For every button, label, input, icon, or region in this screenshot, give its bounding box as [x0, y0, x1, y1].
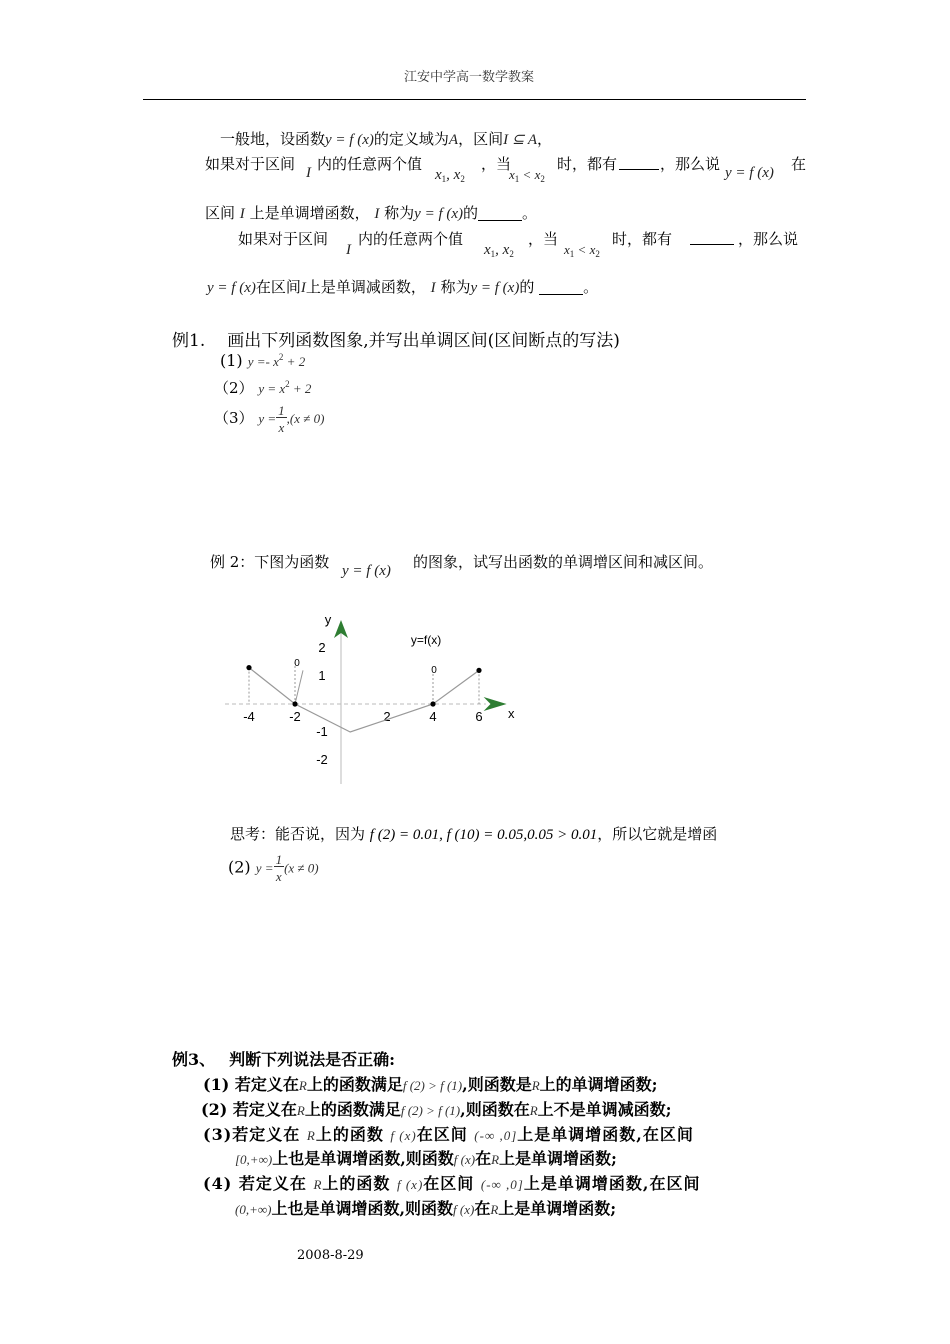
- decreasing-definition-line-1: 如果对于区间 I 内的任意两个值 $x_1$, $x_2$ ，当 $x_1 < x_2$ 时，都有 ，那么说: [238, 230, 799, 259]
- x-tick-label: 6: [475, 709, 483, 724]
- y-tick-label: 2: [318, 640, 326, 655]
- example3-statement-1: (1) 若定义在R上的函数满足f (2) > f (1),则函数是R上的单调增函数;: [203, 1075, 658, 1094]
- x-axis-label: x: [507, 706, 515, 721]
- think-line-2: (2) y = $\frac{1}{x}$ (x ≠ 0): [228, 852, 319, 884]
- example1-item-1: (1) $y =- x^2 + 2$: [220, 351, 306, 370]
- example3-statement-3-cont: [0,+∞)上也是单调增函数,则函数f (x)在R上是单调增函数;: [235, 1149, 617, 1168]
- y-tick-label: 1: [318, 668, 326, 683]
- function-curve-segment: [295, 670, 303, 704]
- example3-statement-4: (4) 若定义在 R上的函数 f (x)在区间 (-∞ ,0]上是单调增函数,在区间: [203, 1174, 701, 1193]
- answer-blank: [539, 280, 583, 295]
- zero-mark: 0: [294, 658, 300, 669]
- example3-heading: 例3、 判断下列说法是否正确:: [172, 1050, 396, 1069]
- example1-item-2: （2） $y = x^2 + 2$: [214, 379, 312, 397]
- y-tick-label: -2: [316, 752, 328, 767]
- example3-statement-2: (2) 若定义在R上的函数满足f (2) > f (1),则函数在R上不是单调减函数;: [201, 1100, 672, 1119]
- x-tick-label: -2: [289, 709, 301, 724]
- y-tick-label: -1: [316, 724, 328, 739]
- function-curve: [249, 668, 479, 732]
- example1-item-3: （3） y = $\frac{1}{x}$ ,(x ≠ 0): [214, 403, 325, 435]
- answer-blank: [478, 206, 522, 221]
- data-point: [246, 665, 251, 670]
- x-axis-arrow: [484, 697, 507, 711]
- x-tick-label: -4: [243, 709, 255, 724]
- data-point: [430, 701, 435, 706]
- answer-blank: [619, 155, 659, 170]
- function-graph: [220, 600, 540, 790]
- definition-line-1: 一般地，设函数y = f (x)的定义域为A，区间I ⊆ A，: [220, 130, 553, 148]
- footer-date: 2008-8-29: [297, 1248, 364, 1263]
- example3-statement-4-cont: (0,+∞)上也是单调增函数,则函数f (x)在R上是单调增函数;: [235, 1199, 617, 1218]
- think-line-1: 思考：能否说，因为 f (2) = 0.01, f (10) = 0.05,0.05 > 0.01，所以它就是增函: [230, 825, 718, 843]
- zero-mark: 0: [431, 665, 437, 676]
- example1-heading: 例1. 画出下列函数图象,并写出单调区间(区间断点的写法): [172, 331, 620, 351]
- increasing-definition-line-1: 如果对于区间 I 内的任意两个值 $x_1$, $x_2$ ，当 $x_1 < x_2$ 时，都有 ，那么说 y = f (x) 在: [205, 155, 807, 184]
- curve-label: y=f(x): [410, 633, 442, 647]
- x-tick-label: 2: [383, 709, 391, 724]
- decreasing-definition-line-2: y = f (x)在区间I上是单调减函数， I 称为y = f (x)的 。: [207, 278, 599, 296]
- data-point: [476, 668, 481, 673]
- answer-blank: [690, 230, 734, 245]
- data-point: [292, 701, 297, 706]
- example2-text: 例 2：下图为函数 y = f (x) 的图象，试写出函数的单调增区间和减区间。: [210, 553, 714, 579]
- page-header-title: 江安中学高一数学教案: [404, 70, 535, 85]
- x-tick-label: 4: [429, 709, 437, 724]
- example3-statement-3: (3)若定义在 R上的函数 f (x)在区间 (-∞ ,0]上是单调增函数,在区间: [203, 1125, 694, 1144]
- increasing-definition-line-2: 区间 I 上是单调增函数， I 称为y = f (x)的 。: [205, 204, 538, 222]
- y-axis-label: y: [324, 612, 332, 627]
- header-divider: [143, 99, 806, 100]
